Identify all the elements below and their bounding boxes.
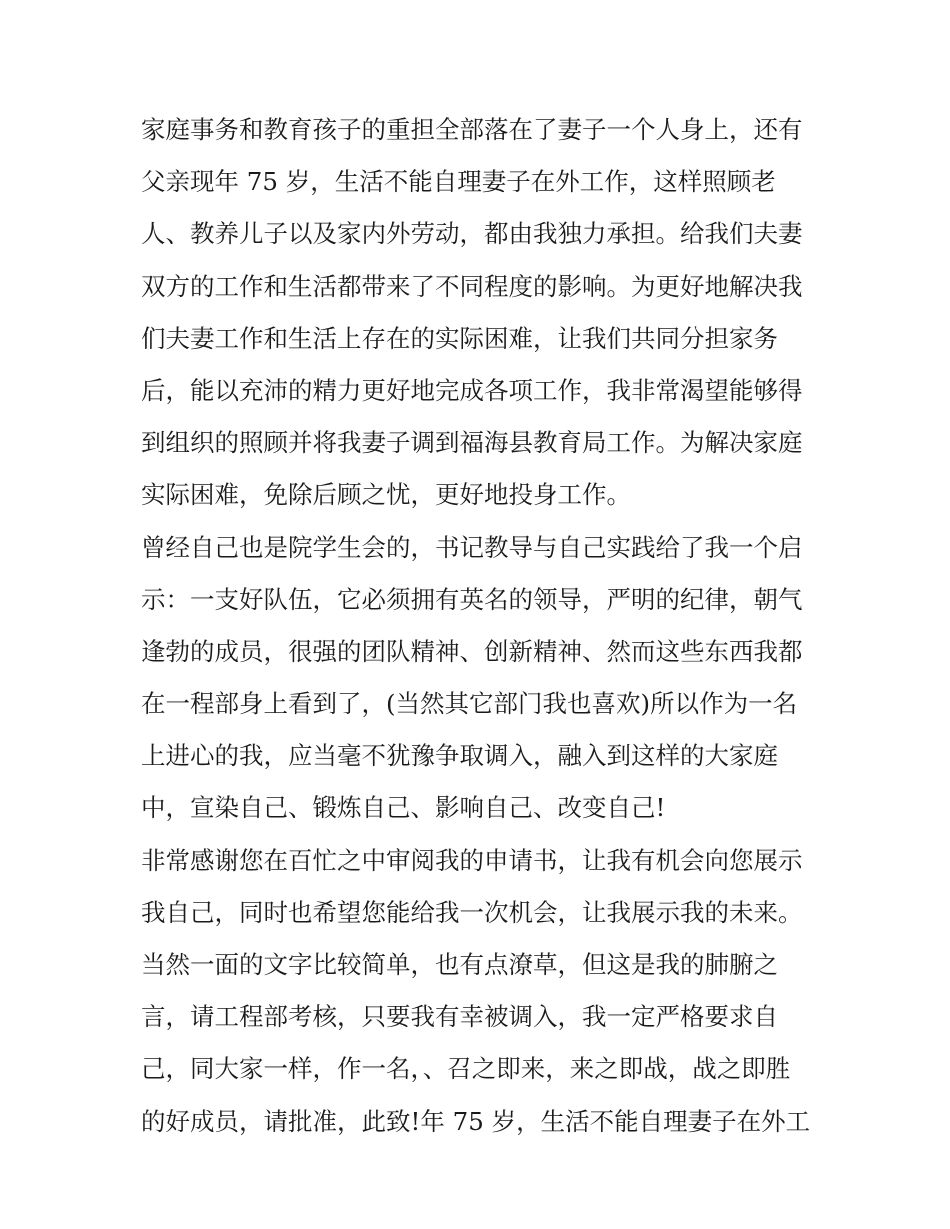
text-line: 到组织的照顾并将我妻子调到福海县教育局工作。为解决家庭 (141, 428, 803, 458)
text-line: 的好成员，请批准，此致!年 75 岁，生活不能自理妻子在外工 (141, 1106, 811, 1136)
text-line: 言，请工程部考核，只要我有幸被调入，我一定严格要求自 (141, 1002, 778, 1032)
text-line: 上进心的我，应当毫不犹豫争取调入，融入到这样的大家庭 (141, 741, 778, 771)
text-line: 中，宣染自己、锻炼自己、影响自己、改变自己! (141, 793, 666, 823)
text-line: 示：一支好队伍，它必须拥有英名的领导，严明的纪律，朝气 (141, 584, 803, 614)
text-line: 人、教养儿子以及家内外劳动，都由我独力承担。给我们夫妻 (141, 219, 803, 249)
text-line: 父亲现年 75 岁，生活不能自理妻子在外工作，这样照顾老 (141, 167, 776, 197)
text-line: 非常感谢您在百忙之中审阅我的申请书，让我有机会向您展示 (141, 845, 803, 875)
text-line: 后，能以充沛的精力更好地完成各项工作，我非常渴望能够得 (141, 375, 803, 405)
text-line: 双方的工作和生活都带来了不同程度的影响。为更好地解决我 (141, 271, 803, 301)
text-line: 们夫妻工作和生活上存在的实际困难，让我们共同分担家务 (141, 323, 778, 353)
text-line: 逢勃的成员，很强的团队精神、创新精神、然而这些东西我都 (141, 636, 803, 666)
text-line: 曾经自己也是院学生会的，书记教导与自己实践给了我一个启 (141, 532, 803, 562)
text-line: 家庭事务和教育孩子的重担全部落在了妻子一个人身上，还有 (141, 115, 803, 144)
text-line: 我自己，同时也希望您能给我一次机会，让我展示我的未来。 (141, 897, 803, 927)
text-line: 实际困难，免除后顾之忧，更好地投身工作。 (141, 480, 631, 510)
text-line: 在一程部身上看到了，(当然其它部门我也喜欢)所以作为一名 (141, 689, 798, 719)
text-line: 己，同大家一样，作一名，、召之即来，来之即战，战之即胜 (141, 1054, 791, 1084)
body-text (141, 104, 821, 1148)
text-line: 当然一面的文字比较简单，也有点潦草，但这是我的肺腑之 (141, 950, 778, 979)
